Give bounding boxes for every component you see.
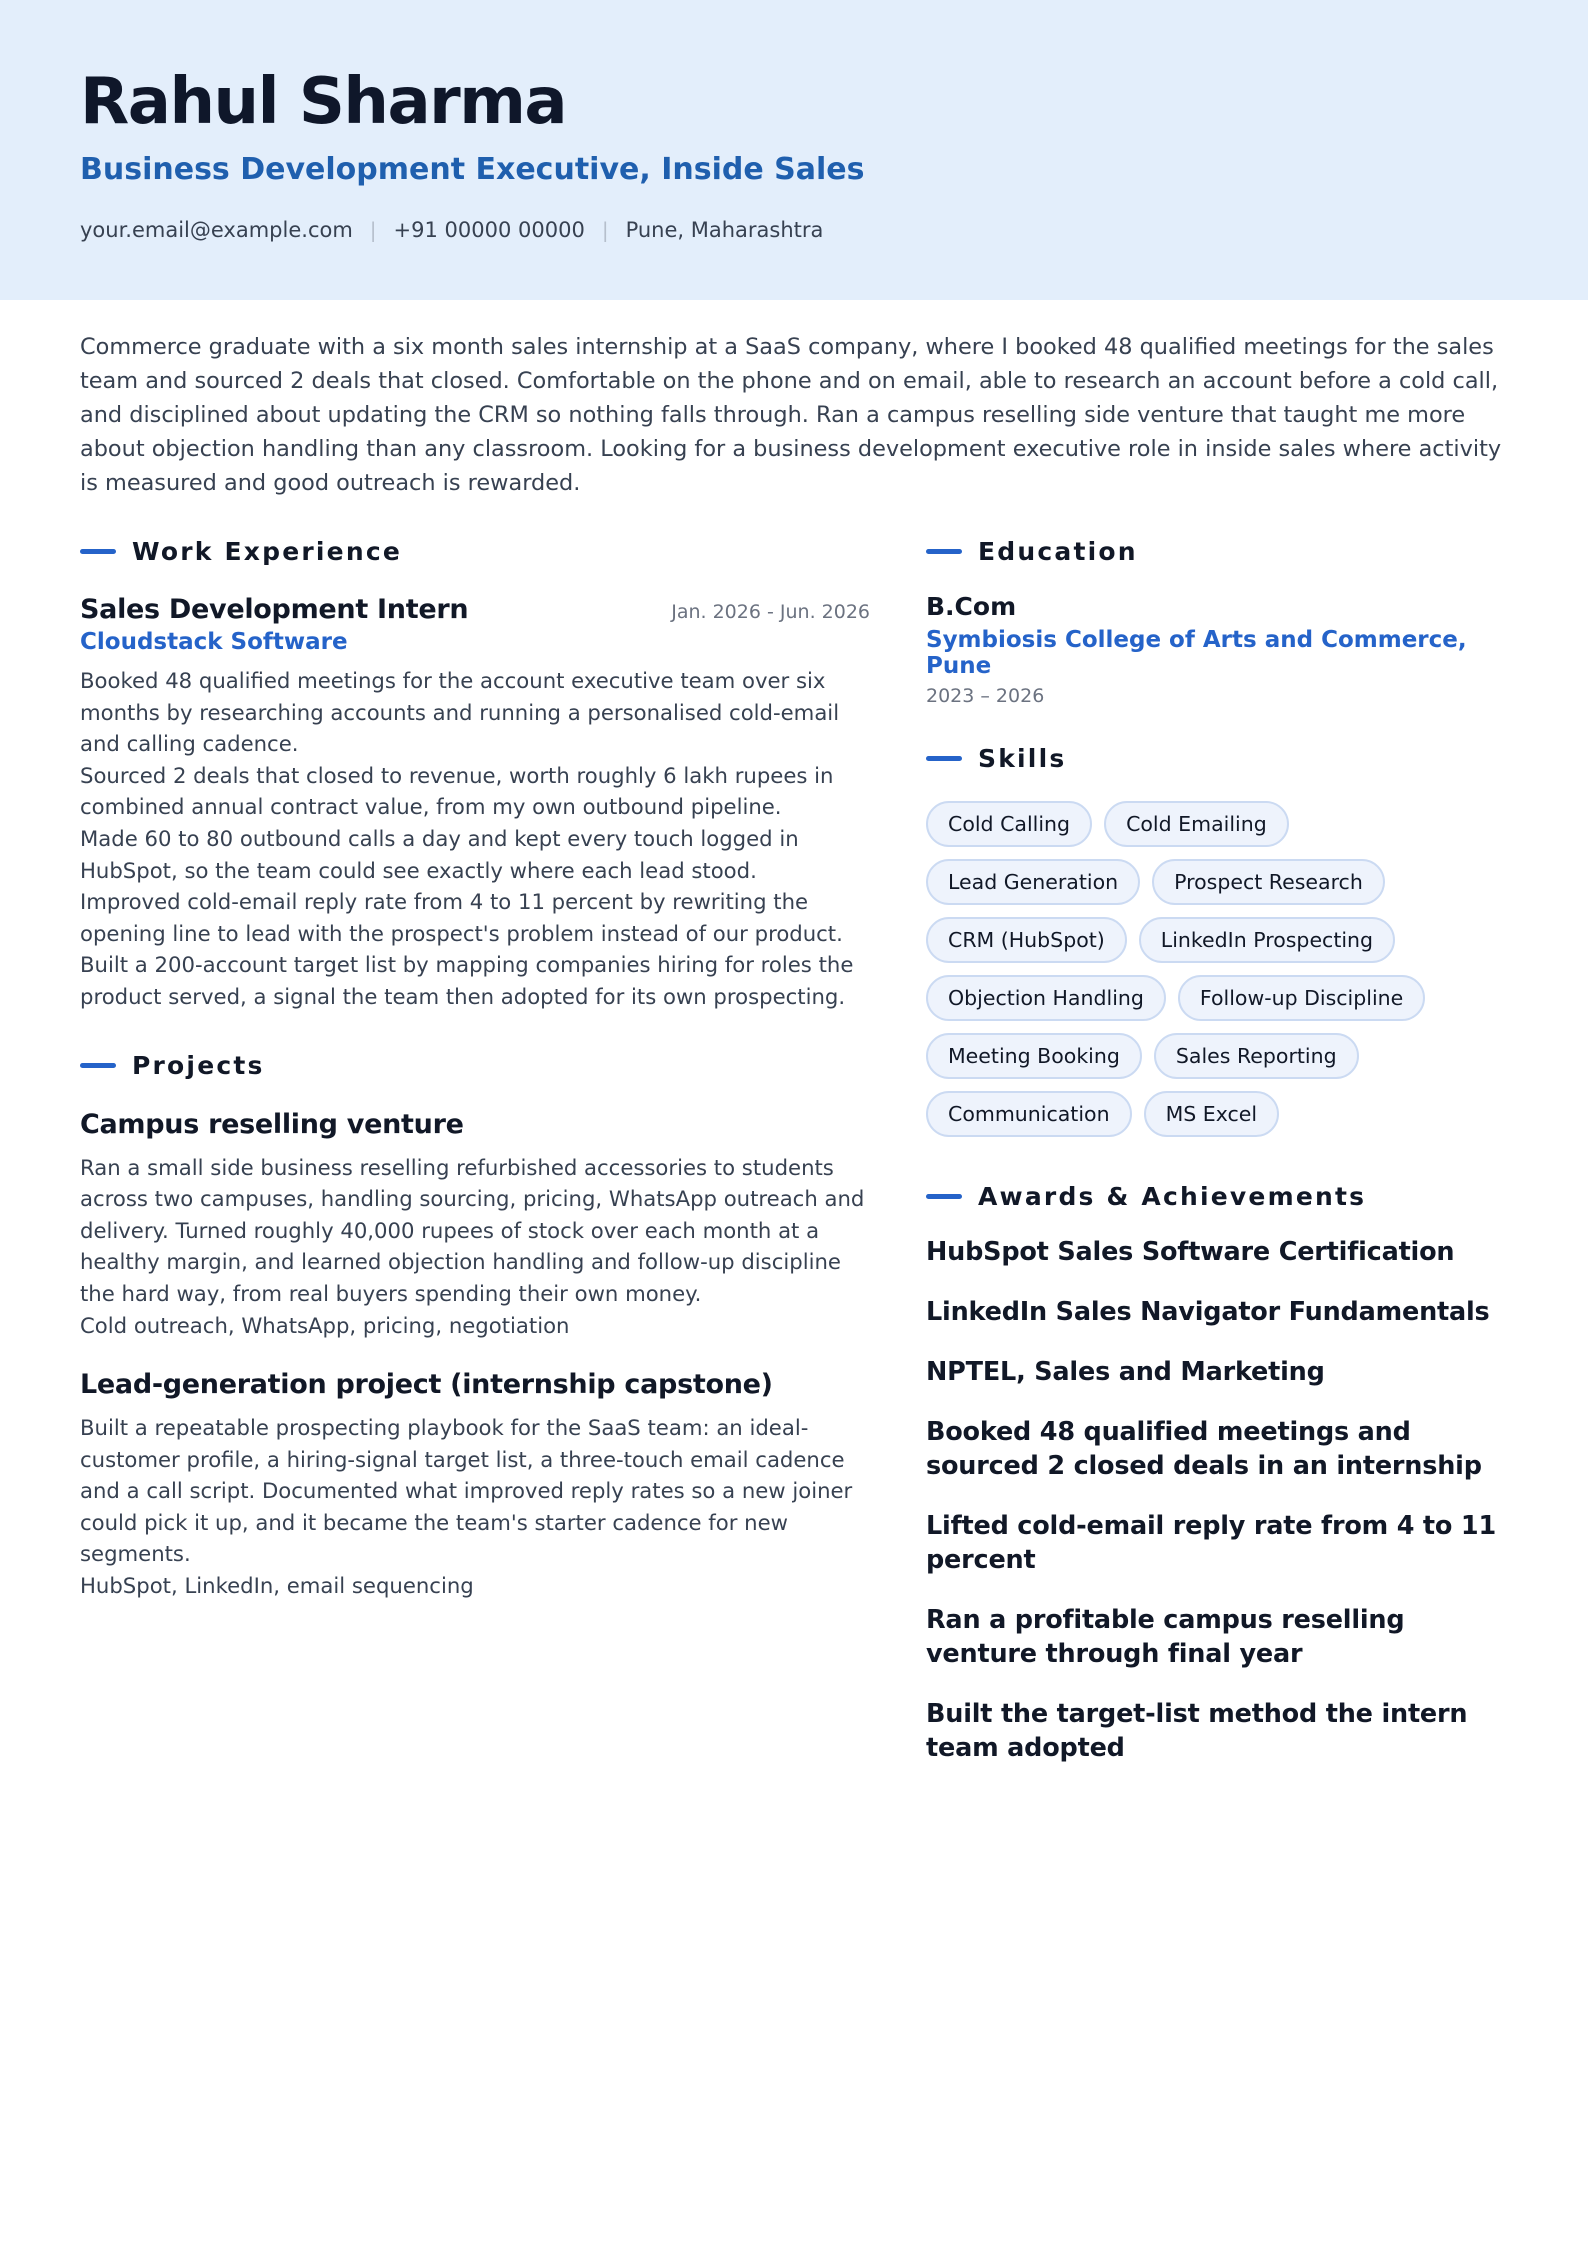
job-header	[80, 594, 870, 625]
skill-chip: Sales Reporting	[1154, 1033, 1359, 1079]
skills-list	[926, 801, 1486, 1149]
left-column	[80, 534, 870, 1602]
section-label: Projects	[132, 1051, 265, 1081]
award-item: Built the target-list method the intern team adopted	[926, 1699, 1468, 1763]
section-accent-bar	[926, 1194, 962, 1199]
candidate-title: Business Development Executive, Inside Sales	[80, 152, 865, 187]
projects-heading	[80, 1049, 870, 1083]
skill-chip: Follow-up Discipline	[1178, 975, 1425, 1021]
skill-chip: Meeting Booking	[926, 1033, 1142, 1079]
skill-chip: Cold Calling	[926, 801, 1092, 847]
award-item: Ran a profitable campus reselling venture through final year	[926, 1605, 1405, 1669]
contact-email[interactable]: your.email@example.com	[80, 218, 353, 242]
skill-chip: Objection Handling	[926, 975, 1166, 1021]
project-description-text: Ran a small side business reselling refurbished accessories to students across two campuses, handling sourcing, pricing, WhatsApp outreach and delivery. Turned roughly 40,000 rupees of stock over each month at a healthy margin, and learned objection handling and follow-up discipline the hard way, from real buyers spending their own money.	[80, 1154, 865, 1306]
skill-chip: Lead Generation	[926, 859, 1140, 905]
contact-phone[interactable]: +91 00000 00000	[393, 218, 585, 242]
job-title: Sales Development Intern	[80, 594, 469, 625]
job-entry	[80, 594, 870, 1013]
project-tags: HubSpot, LinkedIn, email sequencing	[80, 1573, 474, 1599]
skill-chip: Prospect Research	[1152, 859, 1385, 905]
job-bullet: Built a 200-account target list by mapping companies hiring for roles the product served, a signal the team then adopted for its own prospecting.	[80, 952, 854, 1009]
award-item: HubSpot Sales Software Certification	[926, 1237, 1455, 1267]
school-name: Symbiosis College of Arts and Commerce, Pune	[926, 627, 1467, 679]
degree-name: B.Com	[926, 592, 1017, 621]
awards-heading	[926, 1179, 1516, 1213]
job-bullet: Made 60 to 80 outbound calls a day and kept every touch logged in HubSpot, so the team could see exactly where each lead stood.	[80, 825, 799, 883]
award-item: Lifted cold-email reply rate from 4 to 11 percent	[926, 1511, 1496, 1575]
skills-heading	[926, 741, 1516, 775]
project-description	[80, 1152, 870, 1342]
skill-chip: Communication	[926, 1091, 1132, 1137]
project-tags: Cold outreach, WhatsApp, pricing, negotiation	[80, 1312, 570, 1338]
skill-chip: MS Excel	[1144, 1091, 1280, 1137]
resume-header	[0, 0, 1588, 300]
section-accent-bar	[80, 1063, 116, 1068]
job-bullet: Sourced 2 deals that closed to revenue, worth roughly 6 lakh rupees in combined annual contract value, from my own outbound pipeline.	[80, 762, 834, 820]
project-description-text: Built a repeatable prospecting playbook for the SaaS team: an ideal-customer profile, a hiring-signal target list, a three-touch email cadence and a call script. Documented what improved reply rates so a new joiner could pick it up, and it became the team's starter cadence for new segments.	[80, 1415, 853, 1567]
awards-list	[926, 1235, 1516, 1765]
project-entry	[80, 1109, 870, 1342]
project-entry	[80, 1369, 870, 1602]
project-title: Lead-generation project (internship capstone)	[80, 1369, 773, 1401]
contact-separator: |	[369, 218, 377, 242]
section-accent-bar	[926, 549, 962, 554]
section-accent-bar	[926, 756, 962, 761]
skill-chip: Cold Emailing	[1104, 801, 1289, 847]
work-experience-heading	[80, 534, 870, 568]
section-label: Education	[978, 536, 1138, 566]
summary-paragraph: Commerce graduate with a six month sales internship at a SaaS company, where I booked 48 qualified meetings for the sales team and sourced 2 deals that closed. Comfortable on the phone and on email, able to research an account before a cold call, and disciplined about updating the CRM so nothing falls through. Ran a campus reselling side venture that taught me more about objection handling than any classroom. Looking for a business development executive role in inside sales where activity is measured and good outreach is rewarded.	[80, 334, 1502, 496]
right-column	[926, 534, 1516, 1791]
project-title: Campus reselling venture	[80, 1108, 464, 1140]
award-item: Booked 48 qualified meetings and sourced 2 closed deals in an internship	[926, 1417, 1482, 1481]
contact-line	[80, 218, 1508, 242]
section-label: Skills	[978, 743, 1067, 773]
contact-separator: |	[601, 218, 609, 242]
section-label: Work Experience	[132, 536, 402, 566]
candidate-name: Rahul Sharma	[80, 65, 567, 139]
project-description	[80, 1412, 870, 1602]
award-item: LinkedIn Sales Navigator Fundamentals	[926, 1297, 1490, 1327]
job-bullet: Improved cold-email reply rate from 4 to 11 percent by rewriting the opening line to lead with the prospect's problem instead of our product.	[80, 889, 843, 946]
contact-location: Pune, Maharashtra	[625, 218, 824, 242]
job-bullets	[80, 665, 870, 1013]
section-accent-bar	[80, 549, 116, 554]
award-item: NPTEL, Sales and Marketing	[926, 1357, 1325, 1387]
company-name: Cloudstack Software	[80, 629, 348, 655]
skill-chip: CRM (HubSpot)	[926, 917, 1127, 963]
education-years: 2023 – 2026	[926, 685, 1045, 707]
skill-chip: LinkedIn Prospecting	[1139, 917, 1395, 963]
education-heading	[926, 534, 1516, 568]
education-entry	[926, 592, 1516, 707]
job-dates: Jan. 2026 - Jun. 2026	[671, 601, 870, 623]
section-label: Awards & Achievements	[978, 1181, 1367, 1211]
job-bullet: Booked 48 qualified meetings for the account executive team over six months by researching accounts and running a personalised cold-email and calling cadence.	[80, 668, 840, 757]
